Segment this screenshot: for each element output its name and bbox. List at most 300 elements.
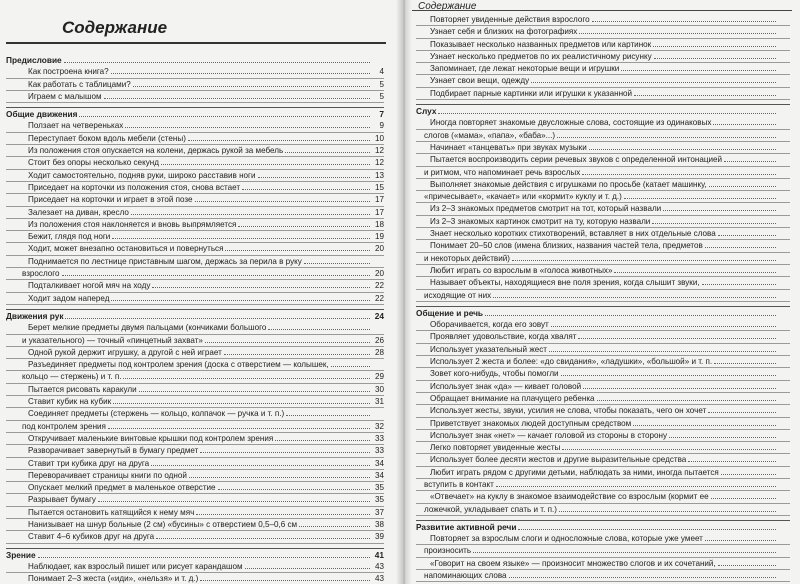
toc-entry	[416, 479, 790, 491]
page-number: 26	[374, 335, 384, 345]
toc-entry-text: Легко повторяет увиденные жесты	[430, 443, 561, 453]
toc-entry	[416, 75, 790, 87]
dot-leader	[139, 385, 370, 392]
dot-leader	[633, 419, 776, 426]
toc-entry	[6, 408, 384, 420]
toc-entry	[6, 256, 384, 268]
toc-entry	[416, 368, 790, 380]
toc-entry	[6, 322, 384, 334]
toc-entry-text: Проявляет удовольствие, когда хвалят	[430, 332, 577, 342]
toc-entry	[6, 91, 384, 103]
dot-leader	[711, 492, 776, 499]
toc-entry-text: Показывает несколько названных предметов или картинок	[430, 39, 652, 49]
page-number: 32	[374, 421, 384, 431]
dot-leader	[583, 382, 776, 389]
section-heading	[416, 520, 790, 533]
toc-list-right	[416, 14, 790, 584]
toc-entry-text: Оборачивается, когда его зовут	[430, 320, 549, 330]
toc-entry-text: Одной рукой держит игрушку, а другой с ней играет	[28, 347, 222, 357]
dot-leader	[111, 294, 370, 301]
toc-entry	[6, 371, 384, 383]
toc-entry	[416, 454, 790, 466]
toc-entry	[6, 194, 384, 206]
toc-entry	[6, 231, 384, 243]
page-number: 5	[379, 79, 384, 89]
toc-section	[6, 548, 384, 584]
toc-entry	[6, 396, 384, 408]
toc-entry-text: Подталкивает ногой мяч на ходу	[28, 281, 151, 291]
section-heading	[6, 54, 384, 66]
toc-entry	[416, 203, 790, 215]
dot-leader	[621, 64, 776, 71]
toc-entry-text: Начинает «танцевать» при звуках музыки	[430, 142, 587, 152]
toc-entry-text: Ставит 4–6 кубиков друг на друга	[28, 532, 155, 542]
toc-entry-text: вступить в контакт	[424, 479, 494, 489]
toc-entry	[6, 531, 384, 543]
section-heading	[6, 548, 384, 561]
page-number: 29	[374, 372, 384, 382]
toc-entry-text: Повторяет увиденные действия взрослого	[430, 15, 590, 24]
section-heading	[6, 107, 384, 120]
toc-entry-text: Стоит без опоры несколько секунд	[28, 158, 159, 168]
dot-leader	[597, 394, 776, 401]
page-number: 35	[374, 483, 384, 493]
dot-leader	[123, 372, 370, 379]
page-number: 39	[374, 532, 384, 542]
toc-entry	[416, 216, 790, 228]
dot-leader	[551, 320, 776, 327]
dot-leader	[331, 360, 370, 367]
toc-entry	[416, 381, 790, 393]
toc-entry-text: Приседает на корточки и играет в этой позе	[28, 195, 193, 205]
dot-leader	[559, 505, 776, 512]
toc-entry	[6, 384, 384, 396]
toc-entry-text: Пытается воспроизводить серии речевых звуков с определенной интонацией	[430, 155, 723, 165]
section-heading	[416, 104, 790, 117]
dot-leader	[688, 455, 776, 462]
dot-leader	[562, 443, 776, 450]
dot-leader	[304, 257, 370, 264]
dot-leader	[718, 559, 776, 566]
toc-entry-text: Разрывает бумагу	[28, 495, 96, 505]
dot-leader	[634, 89, 776, 96]
dot-leader	[714, 357, 776, 364]
toc-entry	[416, 191, 790, 203]
section-heading-text: Общие движения	[6, 109, 78, 120]
dot-leader	[79, 110, 370, 117]
toc-entry	[416, 331, 790, 343]
toc-entry	[416, 117, 790, 129]
dot-leader	[702, 278, 776, 285]
toc-entry-text: Любит играть рядом с другими детьми, наблюдать за ними, иногда пытается	[430, 467, 719, 477]
dot-leader	[496, 480, 776, 487]
dot-leader	[133, 80, 370, 87]
toc-entry-text: Разъединяет предметы под контролем зрения (доска с отверстием — колышек,	[28, 360, 329, 370]
toc-entry	[416, 344, 790, 356]
toc-entry	[6, 207, 384, 219]
dot-leader	[721, 468, 776, 475]
toc-entry	[416, 319, 790, 331]
toc-entry	[416, 240, 790, 252]
toc-entry	[6, 335, 384, 347]
toc-section	[416, 306, 790, 516]
toc-entry	[6, 494, 384, 506]
toc-entry-text: Приседает на корточки из положения стоя, снова встает	[28, 182, 241, 192]
toc-entry-text: Соединяет предметы (стержень — кольцо, колпачок — ручка и т. п.)	[28, 409, 285, 419]
toc-entry	[6, 458, 384, 470]
section-heading-text: Движения рук	[6, 310, 64, 321]
dot-leader	[238, 220, 370, 227]
page-number: 10	[374, 133, 384, 143]
toc-entry-text: Играем с малышом	[28, 91, 102, 101]
dot-leader	[286, 409, 370, 416]
page-number: 34	[374, 458, 384, 468]
page-number: 38	[374, 519, 384, 529]
toc-entry	[6, 561, 384, 573]
dot-leader	[104, 92, 370, 99]
toc-entry	[6, 219, 384, 231]
dot-leader	[654, 52, 776, 59]
toc-entry-text: и ритмом, что напоминает речь взрослых	[424, 167, 581, 177]
dot-leader	[112, 232, 370, 239]
toc-entry	[6, 293, 384, 305]
dot-leader	[614, 266, 776, 273]
dot-leader	[589, 143, 776, 150]
right-page	[404, 0, 800, 584]
dot-leader	[258, 171, 370, 178]
toc-entry-text: кольцо — стержень) и т. п.	[22, 372, 122, 382]
toc-entry-text: Ходит, может внезапно остановиться и повернуться	[28, 244, 224, 254]
toc-entry-text: Бежит, глядя под ноги	[28, 232, 111, 242]
toc-entry	[6, 157, 384, 169]
dot-leader	[512, 254, 776, 261]
page-number: 24	[374, 310, 384, 321]
dot-leader	[669, 431, 776, 438]
toc-entry	[416, 545, 790, 557]
toc-section	[6, 107, 384, 305]
dot-leader	[98, 495, 370, 502]
toc-entry	[6, 170, 384, 182]
dot-leader	[268, 323, 370, 330]
section-heading-text: Развитие активной речи	[416, 521, 517, 532]
dot-leader	[705, 241, 776, 248]
page-number: 13	[374, 170, 384, 180]
dot-leader	[708, 406, 776, 413]
toc-entry-text: Обращает внимание на плачущего ребенка	[430, 393, 595, 403]
toc-entry	[6, 182, 384, 194]
toc-entry	[416, 533, 790, 545]
page-number: 19	[374, 232, 384, 242]
page-number: 33	[374, 433, 384, 443]
toc-entry-text: Опускает мелкий предмет в маленькое отверстие	[28, 483, 216, 493]
toc-entry	[6, 359, 384, 371]
toc-entry	[416, 167, 790, 179]
toc-entry	[6, 243, 384, 255]
toc-entry-text: Из положения стоя опускается на колени, держась рукой за мебель	[28, 146, 284, 156]
dot-leader	[653, 40, 776, 47]
dot-leader	[224, 348, 370, 355]
toc-entry	[416, 253, 790, 265]
dot-leader	[189, 471, 370, 478]
page-number: 43	[374, 574, 384, 584]
page-number: 12	[374, 158, 384, 168]
page-number: 35	[374, 495, 384, 505]
toc-entry-text: Использует знак «да» — кивает головой	[430, 381, 582, 391]
toc-entry	[6, 79, 384, 91]
toc-entry-text: произносить	[424, 546, 472, 556]
section-heading-text: Предисловие	[6, 55, 62, 65]
page-number: 18	[374, 219, 384, 229]
toc-entry-text: ложечкой, укладывает спать и т. п.)	[424, 504, 557, 514]
page-number: 41	[374, 549, 384, 560]
toc-entry-text: Наблюдает, как взрослый пишет или рисует карандашом	[28, 561, 243, 571]
toc-section	[6, 54, 384, 103]
dot-leader	[125, 121, 370, 128]
running-head: Содержание	[418, 1, 477, 12]
page-number: 34	[374, 470, 384, 480]
toc-entry-text: Пытается остановить катящийся к нему мяч	[28, 507, 195, 517]
toc-entry-text: и указательного) — точный «пинцетный захват»	[22, 335, 203, 345]
dot-leader	[195, 195, 370, 202]
toc-entry-text: Выполняет знакомые действия с игрушками по просьбе (катает машинку,	[430, 179, 707, 189]
toc-entry-text: Из положения стоя наклоняется и вновь выпрямляется	[28, 219, 237, 229]
toc-entry	[416, 430, 790, 442]
page-title: Содержание	[62, 18, 168, 37]
toc-entry	[416, 228, 790, 240]
dot-leader	[582, 168, 776, 175]
toc-entry-text: Ползает на четвереньках	[28, 121, 124, 131]
toc-entry-text: исходящие от них	[424, 290, 492, 300]
page-number: 31	[374, 397, 384, 407]
dot-leader	[663, 204, 776, 211]
toc-entry	[416, 265, 790, 277]
dot-leader	[152, 281, 370, 288]
toc-entry	[6, 347, 384, 359]
dot-leader	[531, 76, 776, 83]
dot-leader	[509, 571, 776, 578]
toc-entry	[416, 504, 790, 516]
toc-entry	[416, 26, 790, 38]
toc-entry-text: Использует знак «нет» — качает головой из стороны в сторону	[430, 430, 668, 440]
page-number: 17	[374, 207, 384, 217]
toc-entry-text: Понимает 20–50 слов (имена близких, названия частей тела, предметов	[430, 241, 703, 251]
toc-entry	[6, 470, 384, 482]
dot-leader	[624, 192, 776, 199]
toc-entry	[6, 268, 384, 280]
toc-entry-text: слогов («мама», «папа», «баба»...)	[424, 130, 556, 140]
dot-leader	[275, 434, 370, 441]
toc-entry	[416, 142, 790, 154]
toc-section	[6, 309, 384, 544]
dot-leader	[713, 118, 776, 125]
dot-leader	[111, 67, 370, 74]
toc-entry	[6, 507, 384, 519]
toc-entry-text: «Говорит на своем языке» — произносит множество слогов и их сочетаний,	[430, 558, 716, 568]
dot-leader	[493, 291, 776, 298]
toc-entry-text: Ходит задом наперед	[28, 293, 110, 303]
toc-entry-text: Переступает боком вдоль мебели (стены)	[28, 133, 186, 143]
dot-leader	[156, 532, 370, 539]
toc-section	[416, 104, 790, 302]
dot-leader	[652, 217, 776, 224]
dot-leader	[113, 397, 370, 404]
dot-leader	[549, 345, 776, 352]
dot-leader	[62, 269, 370, 276]
toc-entry-text: Называет объекты, находящиеся вне поля зрения, когда слышит звуки,	[430, 278, 700, 288]
dot-leader	[579, 27, 776, 34]
dot-leader	[709, 180, 776, 187]
dot-leader	[161, 158, 370, 165]
toc-entry-text: Ставит кубик на кубик	[28, 397, 112, 407]
dot-leader	[64, 56, 370, 63]
dot-leader	[38, 551, 370, 558]
toc-entry	[6, 445, 384, 457]
toc-entry-text: Узнает себя и близких на фотографиях	[430, 27, 578, 37]
toc-entry	[6, 482, 384, 494]
toc-entry	[416, 51, 790, 63]
toc-entry	[416, 418, 790, 430]
dot-leader	[200, 574, 370, 581]
toc-entry	[6, 433, 384, 445]
dot-leader	[285, 146, 370, 153]
toc-entry	[416, 179, 790, 191]
toc-entry-text: Как построена книга?	[28, 67, 109, 77]
book-gutter	[396, 0, 412, 584]
toc-entry	[6, 145, 384, 157]
toc-section	[416, 14, 790, 100]
toc-entry-text: Разворачивает завернутый в бумагу предмет	[28, 446, 199, 456]
page-number: 30	[374, 384, 384, 394]
toc-entry	[416, 570, 790, 582]
dot-leader	[225, 244, 370, 251]
toc-entry-text: Приветствует знакомых людей доступным средством	[430, 418, 632, 428]
section-heading	[416, 306, 790, 319]
page-number: 5	[379, 91, 384, 101]
toc-entry-text: напоминающих слова	[424, 571, 507, 581]
dot-leader	[196, 508, 370, 515]
toc-entry	[6, 133, 384, 145]
toc-entry-text: Нанизывает на шнур больные (2 см) «бусины» с отверстием 0,5–0,6 см	[28, 519, 298, 529]
toc-entry-text: Пытается рисовать каракули	[28, 384, 137, 394]
dot-leader	[557, 131, 776, 138]
toc-entry-text: Зовет кого-нибудь, чтобы помогли	[430, 369, 559, 379]
dot-leader	[473, 546, 776, 553]
toc-entry	[6, 120, 384, 132]
toc-entry	[416, 63, 790, 75]
toc-entry	[6, 519, 384, 531]
page-number: 20	[374, 269, 384, 279]
toc-entry-text: Знает несколько коротких стихотворений, вставляет в них отдельные слова	[430, 229, 716, 239]
toc-entry-text: Использует жесты, звуки, усилия не слова, чтобы показать, чего он хочет	[430, 406, 707, 416]
toc-entry	[416, 154, 790, 166]
toc-entry	[416, 39, 790, 51]
page-number: 12	[374, 146, 384, 156]
page-number: 17	[374, 195, 384, 205]
dot-leader	[188, 134, 370, 141]
toc-entry-text: Иногда повторяет знакомые двусложные слова, состоящие из одинаковых	[430, 118, 712, 128]
toc-entry-text: Берет мелкие предметы двумя пальцами (кончиками большого	[28, 323, 267, 333]
dot-leader	[200, 446, 370, 453]
page-number: 33	[374, 446, 384, 456]
title-divider	[6, 42, 386, 44]
page-number: 9	[379, 121, 384, 131]
toc-entry-text: Любит играть со взрослым в «голоса животных»	[430, 265, 613, 275]
toc-entry	[416, 14, 790, 26]
page-number: 15	[374, 182, 384, 192]
toc-entry	[6, 280, 384, 292]
dot-leader	[218, 483, 370, 490]
section-heading-text: Слух	[416, 106, 437, 117]
toc-list-left	[6, 54, 384, 584]
toc-entry-text: «причесывает», «качает» или «кормит» куклу и т. д.)	[424, 192, 622, 202]
toc-entry-text: Ходит самостоятельно, подняв руки, широко расставив ноги	[28, 170, 256, 180]
toc-entry	[6, 421, 384, 433]
toc-entry-text: Ставит три кубика друг на друга	[28, 458, 150, 468]
toc-entry-text: Залезает на диван, кресло	[28, 207, 129, 217]
dot-leader	[108, 422, 370, 429]
toc-entry-text: Узнает несколько предметов по их реалистичному рисунку	[430, 51, 652, 61]
toc-entry	[416, 405, 790, 417]
toc-entry-text: под контролем зрения	[22, 421, 106, 431]
dot-leader	[561, 369, 776, 376]
dot-leader	[299, 520, 370, 527]
toc-entry	[416, 290, 790, 302]
toc-entry	[416, 88, 790, 100]
toc-entry-text: Откручивает маленькие винтовые крышки под контролем зрения	[28, 433, 274, 443]
dot-leader	[485, 309, 776, 316]
section-heading	[6, 309, 384, 322]
dot-leader	[578, 332, 776, 339]
toc-entry-text: Использует указательный жест	[430, 344, 547, 354]
dot-leader	[131, 208, 370, 215]
page-number: 4	[379, 67, 384, 77]
toc-entry	[416, 442, 790, 454]
dot-leader	[205, 336, 370, 343]
toc-entry	[416, 130, 790, 142]
dot-leader	[242, 183, 370, 190]
page-number: 20	[374, 244, 384, 254]
toc-entry	[416, 277, 790, 289]
toc-entry	[6, 66, 384, 78]
dot-leader	[151, 459, 370, 466]
header-divider	[412, 10, 792, 11]
toc-entry	[416, 467, 790, 479]
toc-entry-text: Поднимается по лестнице приставным шагом, держась за перила в руку	[28, 256, 302, 266]
toc-entry-text: Подбирает парные картинки или игрушки к указанной	[430, 88, 633, 98]
toc-entry	[416, 393, 790, 405]
toc-section	[416, 520, 790, 582]
dot-leader	[718, 229, 776, 236]
dot-leader	[705, 534, 776, 541]
toc-entry-text: Запоминает, где лежат некоторые вещи и игрушки	[430, 64, 620, 74]
dot-leader	[592, 15, 776, 22]
section-heading-text: Общение и речь	[416, 307, 484, 318]
dot-leader	[724, 155, 776, 162]
toc-entry-text: и некоторых действий)	[424, 253, 510, 263]
page-number: 7	[379, 109, 384, 120]
page-number: 22	[374, 281, 384, 291]
page-number: 37	[374, 507, 384, 517]
toc-entry	[416, 491, 790, 503]
dot-leader	[438, 107, 776, 114]
toc-entry	[416, 558, 790, 570]
toc-entry-text: Узнает свои вещи, одежду	[430, 76, 530, 86]
toc-entry-text: Из 2–3 знакомых картинок смотрит на ту, которую назвали	[430, 216, 651, 226]
page-number: 28	[374, 347, 384, 357]
dot-leader	[65, 312, 370, 319]
page-number: 43	[374, 561, 384, 571]
toc-entry-text: Повторяет за взрослым слоги и односложные слова, которые уже умеет	[430, 534, 703, 544]
